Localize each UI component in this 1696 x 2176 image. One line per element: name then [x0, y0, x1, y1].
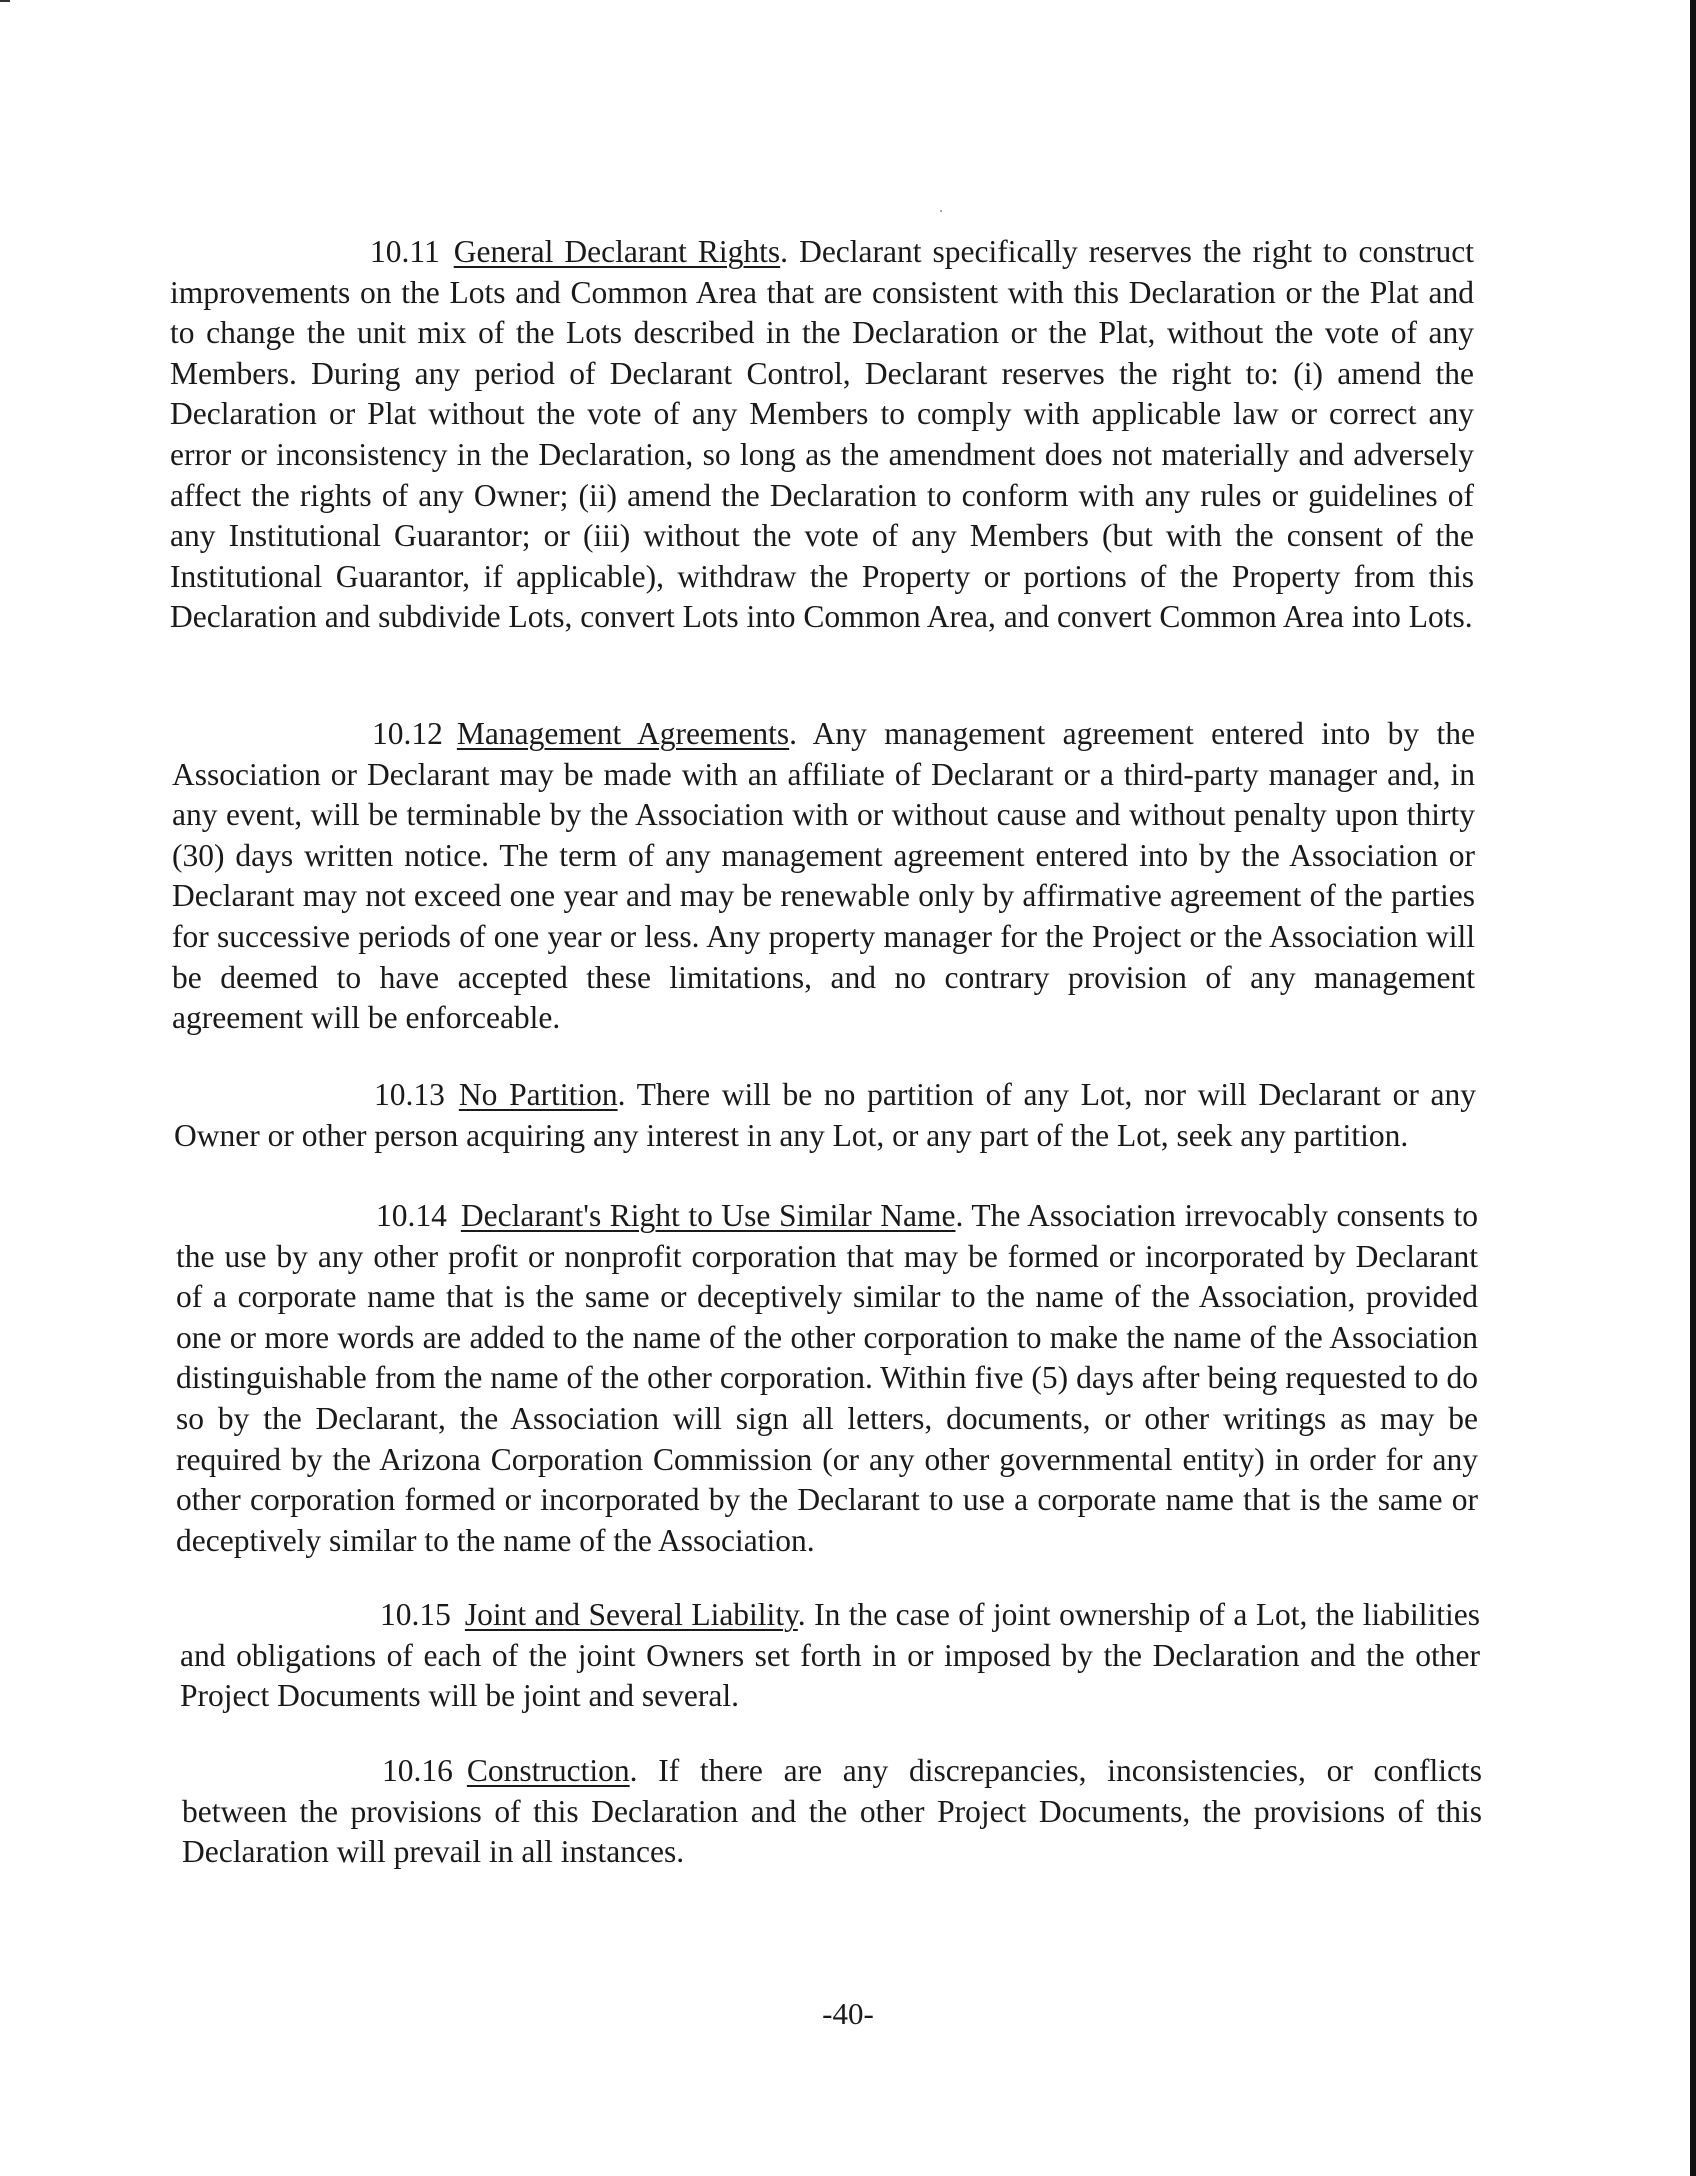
- page-number: -40-: [822, 1996, 874, 2031]
- section-10-16: [182, 1751, 1482, 1873]
- scan-corner-mark: [0, 0, 10, 2]
- section-number: 10.12: [372, 716, 443, 751]
- section-number: 10.14: [376, 1198, 447, 1233]
- section-number: 10.11: [370, 234, 440, 269]
- section-heading: Joint and Several Liability: [464, 1597, 798, 1632]
- section-10-13: [174, 1075, 1476, 1156]
- section-body: . In the case of joint ownership of a Lot, the liabilities and obligations of each of the joint Owners set forth in or imposed by the Declaration and the other Project Documents will be joint and several.: [180, 1597, 1480, 1714]
- section-body: . If there are any discrepancies, inconsistencies, or conflicts between the provisions of this Declaration and the other Project Documents, the provisions of this Declaration will prevail in all instances.: [182, 1753, 1482, 1870]
- section-body: . There will be no partition of any Lot, nor will Declarant or any Owner or other person acquiring any interest in any Lot, or any part of the Lot, seek any partition.: [174, 1077, 1477, 1153]
- section-body: . Declarant specifically reserves the right to construct improvements on the Lots and Common Area that are consistent with this Declaration or the Plat and to change the unit mix of the Lots described in the Declaration or the Plat, without the vote of any Members. During any period of Declarant Control, Declarant reserves the right to: (i) amend the Declaration or Plat without the vote of any Members to comply with applicable law or correct any error or inconsistency in the Declaration, so long as the amendment does not materially and adversely affect the rights of any Owner; (ii) amend the Declaration to conform with any rules or guidelines of any Institutional Guarantor; or (iii) without the vote of any Members (but with the consent of the Institutional Guarantor, if applicable), withdraw the Property or portions of the Property from this Declaration and subdivide Lots, convert Lots into Common Area, and convert Common Area into Lots.: [170, 234, 1475, 635]
- section-heading: Construction: [466, 1753, 630, 1788]
- section-heading: Management Agreements: [456, 716, 790, 751]
- section-heading: No Partition: [458, 1077, 618, 1112]
- section-heading: Declarant's Right to Use Similar Name: [460, 1198, 956, 1233]
- section-10-12: [172, 714, 1475, 1039]
- section-body: . The Association irrevocably consents to the use by any other profit or nonprofit corporation that may be formed or incorporated by Declarant of a corporate name that is the same or deceptively similar to the name of the Association, provided one or more words are added to the name of the other corporation to make the name of the Association distinguishable from the name of the other corporation. Within five (5) days after being requested to do so by the Declarant, the Association will sign all letters, documents, or other writings as may be required by the Arizona Corporation Commission (or any other governmental entity) in order for any other corporation formed or incorporated by the Declarant to use a corporate name that is the same or deceptively similar to the name of the Association.: [176, 1198, 1478, 1558]
- scan-edge-shadow: [1690, 0, 1696, 2176]
- section-number: 10.16: [382, 1753, 453, 1788]
- section-10-14: [176, 1196, 1478, 1561]
- section-number: 10.13: [374, 1077, 445, 1112]
- section-10-11: [170, 232, 1474, 638]
- section-number: 10.15: [380, 1597, 451, 1632]
- section-heading: General Declarant Rights: [453, 234, 781, 269]
- section-10-15: [180, 1595, 1480, 1717]
- scan-speck: [940, 210, 942, 212]
- section-body: . Any management agreement entered into by the Association or Declarant may be made with an affiliate of Declarant or a third-party manager and, in any event, will be terminable by the Association with or without cause and without penalty upon thirty (30) days written notice. The term of any management agreement entered into by the Association or Declarant may not exceed one year and may be renewable only by affirmative agreement of the parties for successive periods of one year or less. Any property manager for the Project or the Association will be deemed to have accepted these limitations, and no contrary provision of any management agreement will be enforceable.: [172, 716, 1475, 1036]
